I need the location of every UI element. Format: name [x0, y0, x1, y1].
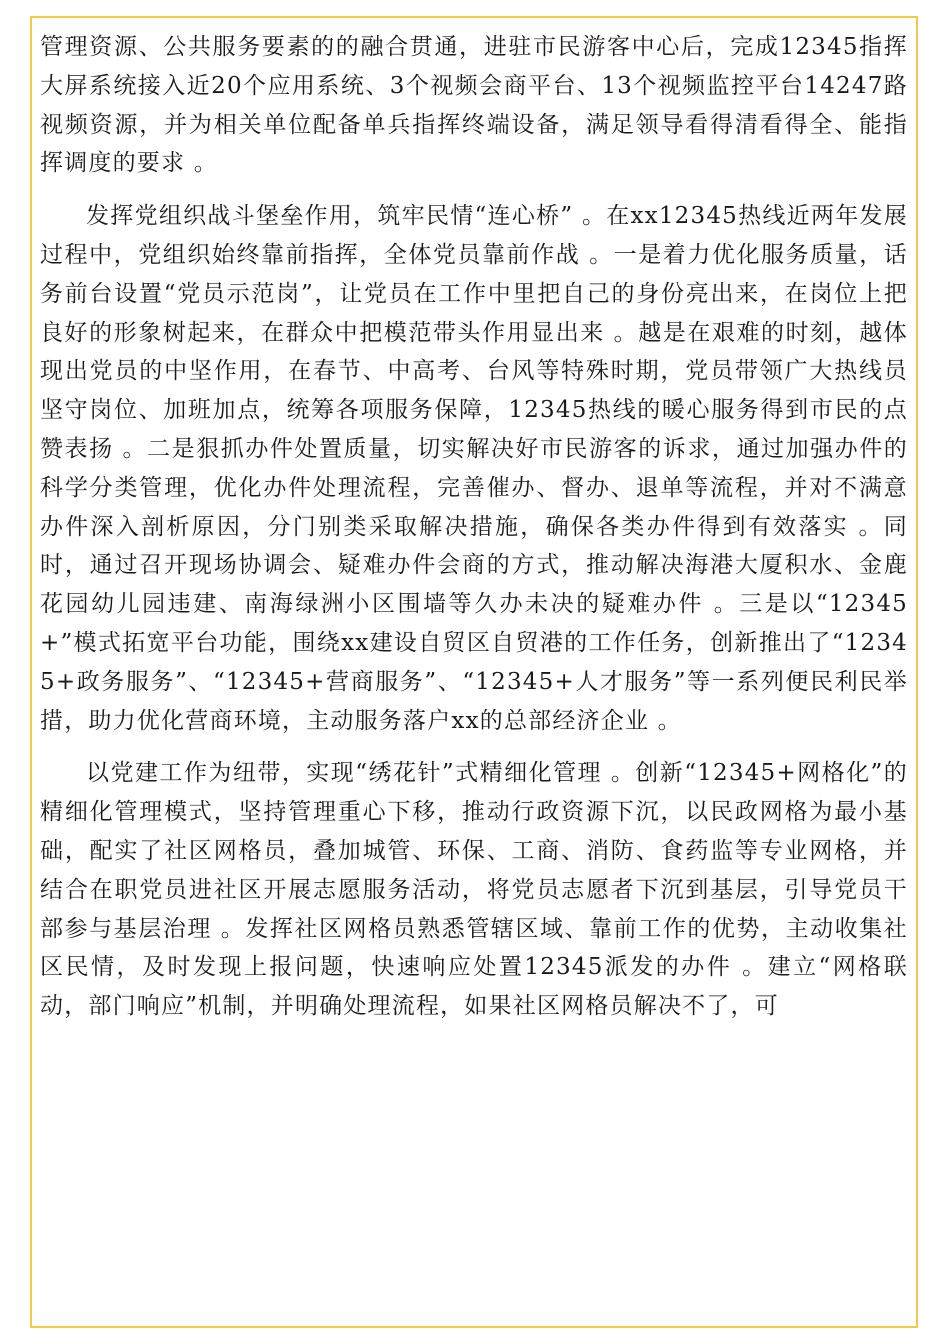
paragraph-1: 管理资源、公共服务要素的的融合贯通，进驻市民游客中心后，完成12345指挥大屏系统接入近20个应用系统、3个视频会商平台、13个视频监控平台14247路视频资源，并为相关单位配备单兵指挥终端设备，满足领导看得清看得全、能指挥调度的要求 。	[40, 34, 908, 177]
paragraph-2: 发挥党组织战斗堡垒作用，筑牢民情“连心桥” 。在xx12345热线近两年发展过程中，党组织始终靠前指挥，全体党员靠前作战 。一是着力优化服务质量，话务前台设置“党员示范岗”，让党员在工作中里把自己的身份亮出来，在岗位上把良好的形象树起来，在群众中把模范带头作用显出来 。越是在艰难的时刻，越体现出党员的中坚作用，在春节、中高考、台风等特殊时期，党员带领广大热线员坚守岗位、加班加点，统筹各项服务保障，12345热线的暖心服务得到市民的点赞表扬 。二是狠抓办件处置质量，切实解决好市民游客的诉求，通过加强办件的科学分类管理，优化办件处理流程，完善催办、督办、退单等流程，并对不满意办件深入剖析原因，分门别类采取解决措施，确保各类办件得到有效落实 。同时，通过召开现场协调会、疑难办件会商的方式，推动解决海港大厦积水、金鹿花园幼儿园违建、南海绿洲小区围墙等久办未决的疑难办件 。三是以“12345+”模式拓宽平台功能，围绕xx建设自贸区自贸港的工作任务，创新推出了“12345+政务服务”、“12345+营商服务”、“12345+人才服务”等一系列便民利民举措，助力优化营商环境，主动服务落户xx的总部经济企业 。	[40, 203, 908, 734]
paragraph-3: 以党建工作为纽带，实现“绣花针”式精细化管理 。创新“12345+网格化”的精细化管理模式，坚持管理重心下移，推动行政资源下沉，以民政网格为最小基础，配实了社区网格员，叠加城管、环保、工商、消防、食药监等专业网格，并结合在职党员进社区开展志愿服务活动，将党员志愿者下沉到基层，引导党员干部参与基层治理 。发挥社区网格员熟悉管辖区域、靠前工作的优势，主动收集社区民情，及时发现上报问题，快速响应处置12345派发的办件 。建立“网格联动，部门响应”机制，并明确处理流程，如果社区网格员解决不了，可	[40, 760, 908, 1020]
document-body	[40, 28, 908, 1026]
